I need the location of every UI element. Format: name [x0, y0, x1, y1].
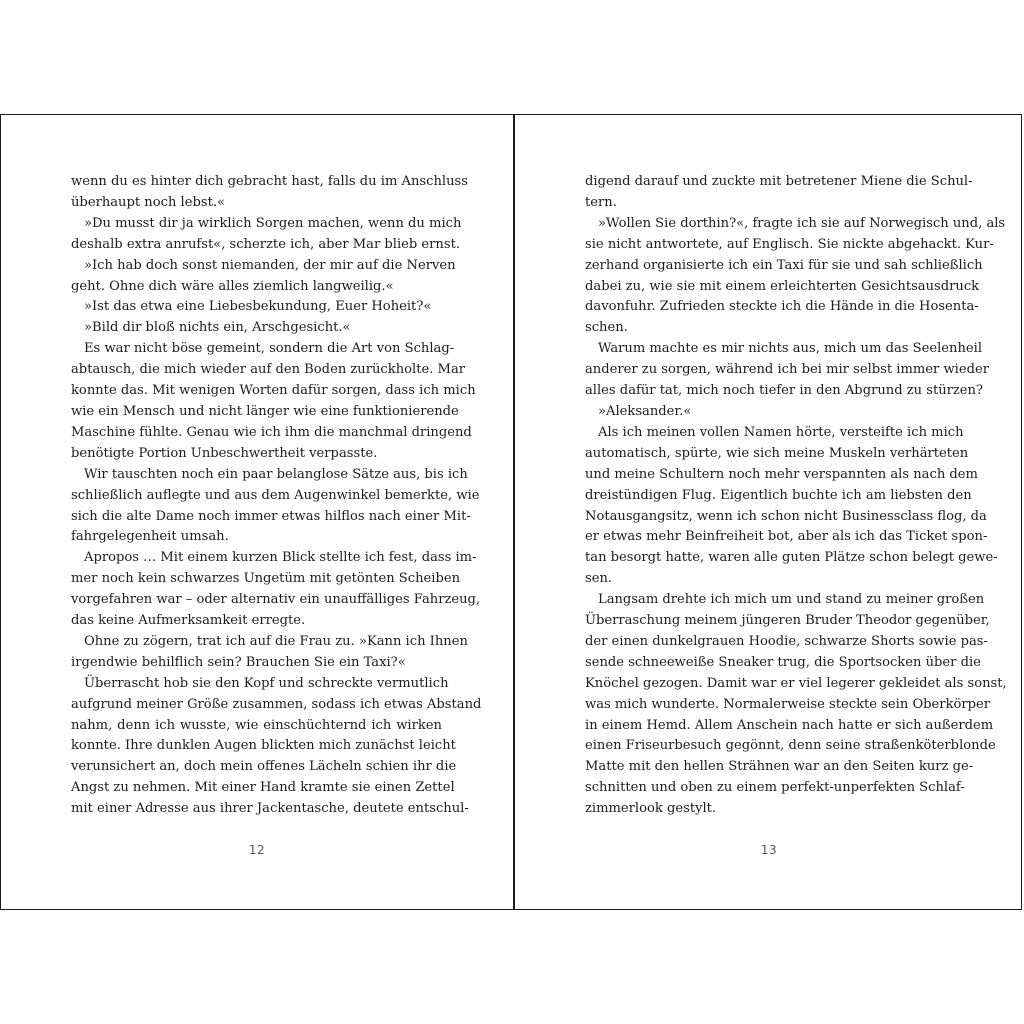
- text-line: aufgrund meiner Größe zusammen, sodass ich etwas Abstand: [71, 696, 482, 712]
- text-line: sich die alte Dame noch immer etwas hilflos nach einer Mit-: [71, 508, 471, 524]
- text-line: Überraschung meinem jüngeren Bruder Theodor gegenüber,: [585, 613, 990, 629]
- text-line: vorgefahren war – oder alternativ ein unauffälliges Fahrzeug,: [71, 592, 481, 608]
- text-line: digend darauf und zuckte mit betretener Miene die Schul-: [585, 174, 973, 189]
- text-line: nahm, denn ich wusste, wie einschüchternd ich wirken: [71, 717, 442, 733]
- text-line: er etwas mehr Beinfreiheit bot, aber als ich das Ticket spon-: [585, 529, 988, 545]
- text-line: irgendwie behilflich sein? Brauchen Sie ein Taxi?«: [71, 654, 406, 670]
- text-line: geht. Ohne dich wäre alles ziemlich langweilig.«: [71, 278, 394, 294]
- text-line: automatisch, spürte, wie sich meine Muskeln verhärteten: [585, 445, 969, 461]
- text-line: der einen dunkelgrauen Hoodie, schwarze Shorts sowie pas-: [585, 633, 988, 649]
- text-line: benötigte Portion Unbeschwertheit verpasste.: [71, 445, 378, 461]
- text-line: »Bild dir bloß nichts ein, Arschgesicht.«: [84, 320, 351, 336]
- text-line: fahrgelegenheit umsah.: [71, 529, 229, 545]
- text-line: mer noch kein schwarzes Ungetüm mit getönten Scheiben: [71, 571, 461, 587]
- text-line: sende schneeweiße Sneaker trug, die Sportsocken über die: [585, 654, 981, 670]
- text-line: Matte mit den hellen Strähnen war an den Seiten kurz ge-: [585, 759, 974, 775]
- text-line: Langsam drehte ich mich um und stand zu meiner großen: [598, 592, 985, 608]
- text-line: Wir tauschten noch ein paar belanglose Sätze aus, bis ich: [84, 466, 468, 482]
- text-line: anderer zu sorgen, während ich bei mir selbst immer wieder: [585, 362, 990, 378]
- text-line: »Du musst dir ja wirklich Sorgen machen, wenn du mich: [84, 215, 462, 231]
- text-line: Warum machte es mir nichts aus, mich um das Seelenheil: [598, 341, 983, 357]
- text-line: Knöchel gezogen. Damit war er viel legerer gekleidet als sonst,: [585, 675, 1007, 691]
- text-line: zimmerlook gestylt.: [585, 801, 717, 817]
- text-line: konnte das. Mit wenigen Worten dafür sorgen, dass ich mich: [71, 383, 476, 399]
- right-page-text: [585, 172, 1007, 820]
- text-line: sie nicht antwortete, auf Englisch. Sie nickte abgehackt. Kur-: [585, 236, 994, 252]
- text-line: zerhand organisierte ich ein Taxi für sie und sah schließlich: [585, 257, 983, 273]
- text-line: tern.: [585, 194, 617, 210]
- text-line: konnte. Ihre dunklen Augen blickten mich zunächst leicht: [71, 738, 456, 754]
- text-line: Es war nicht böse gemeint, sondern die Art von Schlag-: [84, 341, 455, 357]
- text-line: schen.: [585, 320, 628, 336]
- text-line: schließlich auflegte und aus dem Augenwinkel bemerkte, wie: [71, 487, 480, 503]
- right-page: [515, 115, 1023, 909]
- left-page: [1, 115, 513, 909]
- text-line: wenn du es hinter dich gebracht hast, falls du im Anschluss: [71, 174, 468, 189]
- text-line: wie ein Mensch und nicht länger wie eine funktionierende: [71, 403, 459, 419]
- text-line: »Ist das etwa eine Liebesbekundung, Euer Hoheit?«: [84, 299, 432, 315]
- text-line: das keine Aufmerksamkeit erregte.: [71, 613, 306, 629]
- book-spread: [0, 114, 1022, 910]
- text-line: einen Friseurbesuch gegönnt, denn seine straßenköterblonde: [585, 738, 996, 754]
- text-line: tan besorgt hatte, waren alle guten Plätze schon belegt gewe-: [585, 550, 998, 566]
- text-line: Maschine fühlte. Genau wie ich ihm die manchmal dringend: [71, 424, 472, 440]
- text-line: sen.: [585, 571, 613, 587]
- text-line: »Aleksander.«: [598, 403, 692, 419]
- text-line: Ohne zu zögern, trat ich auf die Frau zu. »Kann ich Ihnen: [84, 633, 468, 649]
- text-line: Als ich meinen vollen Namen hörte, versteifte ich mich: [598, 424, 964, 440]
- text-line: davonfuhr. Zufrieden steckte ich die Hände in die Hosenta-: [585, 299, 979, 315]
- left-page-text: [71, 172, 482, 820]
- text-line: überhaupt noch lebst.«: [71, 194, 226, 210]
- text-line: Apropos … Mit einem kurzen Blick stellte ich fest, dass im-: [84, 550, 477, 566]
- page-number-right: 13: [760, 843, 778, 857]
- text-line: schnitten und oben zu einem perfekt-unperfekten Schlaf-: [585, 780, 965, 796]
- page-number-left: 12: [248, 843, 266, 857]
- text-line: dabei zu, wie sie mit einem erleichterten Gesichtsausdruck: [585, 278, 980, 294]
- text-line: Überrascht hob sie den Kopf und schreckte vermutlich: [84, 675, 449, 691]
- text-line: alles dafür tat, mich noch tiefer in den Abgrund zu stürzen?: [585, 383, 984, 399]
- text-line: »Ich hab doch sonst niemanden, der mir auf die Nerven: [84, 257, 456, 273]
- text-line: deshalb extra anrufst«, scherzte ich, aber Mar blieb ernst.: [71, 236, 461, 252]
- text-line: dreistündigen Flug. Eigentlich buchte ich am liebsten den: [585, 487, 972, 503]
- text-line: abtausch, die mich wieder auf den Boden zurückholte. Mar: [71, 362, 466, 378]
- text-line: und meine Schultern noch mehr verspannten als nach dem: [585, 466, 978, 482]
- text-line: Angst zu nehmen. Mit einer Hand kramte sie einen Zettel: [71, 780, 455, 796]
- text-line: »Wollen Sie dorthin?«, fragte ich sie auf Norwegisch und, als: [598, 215, 1006, 231]
- text-line: verunsichert an, doch mein offenes Lächeln schien ihr die: [71, 759, 457, 775]
- text-line: Notausgangsitz, wenn ich schon nicht Businessclass flog, da: [585, 508, 987, 524]
- text-line: mit einer Adresse aus ihrer Jackentasche, deutete entschul-: [71, 801, 469, 817]
- text-line: in einem Hemd. Allem Anschein nach hatte er sich außerdem: [585, 717, 994, 733]
- text-line: was mich wunderte. Normalerweise steckte sein Oberkörper: [585, 696, 991, 712]
